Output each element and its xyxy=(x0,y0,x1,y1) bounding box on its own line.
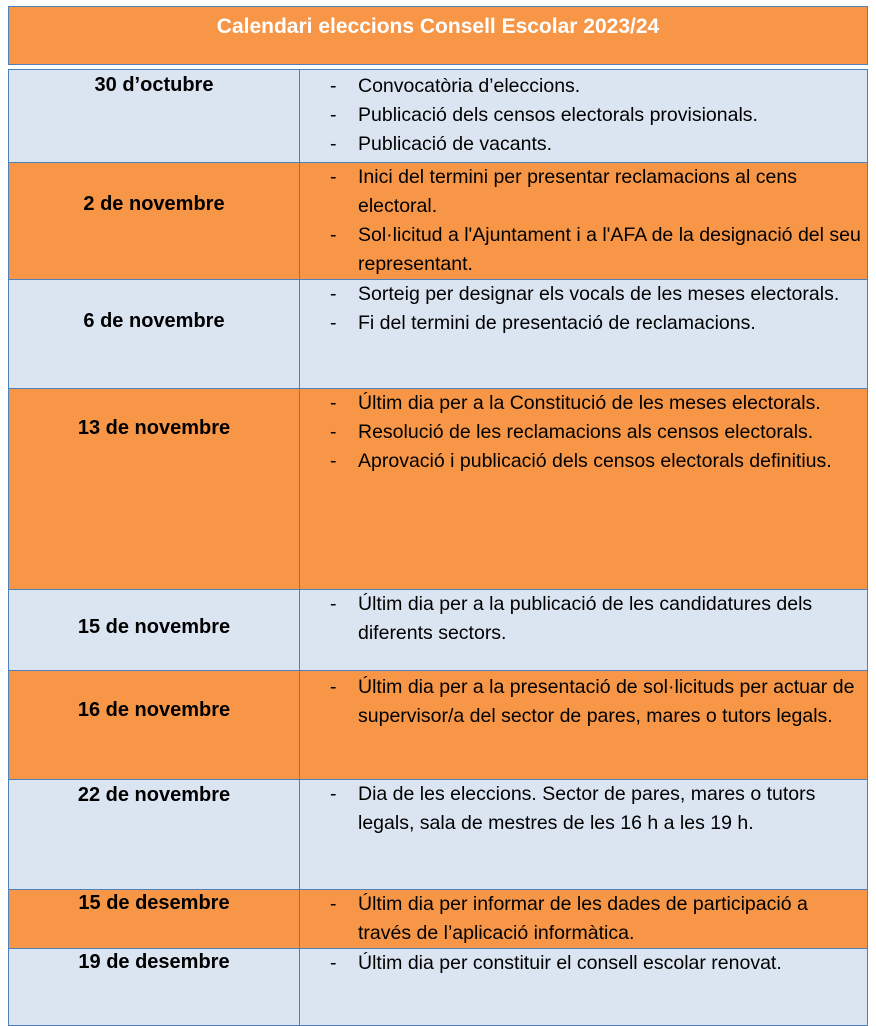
items-cell xyxy=(300,949,868,1026)
items-cell xyxy=(300,280,868,389)
bullet-dash: - xyxy=(330,166,337,188)
item-list xyxy=(300,949,867,978)
item-list xyxy=(300,389,867,476)
items-cell xyxy=(300,70,868,163)
items-cell xyxy=(300,389,868,590)
date-cell xyxy=(9,163,300,280)
item-text: Fi del termini de presentació de reclamacions. xyxy=(358,312,756,334)
table-row xyxy=(9,949,868,1026)
date-cell xyxy=(9,280,300,389)
item-list xyxy=(300,890,867,948)
bullet-dash: - xyxy=(330,104,337,126)
item-text: Sorteig per designar els vocals de les meses electorals. xyxy=(358,283,840,305)
table-row xyxy=(9,890,868,949)
items-cell xyxy=(300,890,868,949)
list-item xyxy=(300,309,867,338)
bullet-dash: - xyxy=(330,783,337,805)
table-row xyxy=(9,280,868,389)
calendar-table xyxy=(8,69,868,1026)
date-label: 19 de desembre xyxy=(78,951,230,973)
bullet-dash: - xyxy=(330,893,337,915)
item-text: Publicació de vacants. xyxy=(358,133,553,155)
date-cell xyxy=(9,70,300,163)
item-text: Inici del termini per presentar reclamacions al cens electoral. xyxy=(358,166,797,217)
bullet-dash: - xyxy=(330,421,337,443)
item-text: Publicació dels censos electorals provisionals. xyxy=(358,104,758,126)
item-text: Últim dia per a la Constitució de les meses electorals. xyxy=(358,392,821,414)
item-list xyxy=(300,70,867,159)
list-item xyxy=(300,890,867,948)
date-cell xyxy=(9,389,300,590)
item-text: Aprovació i publicació dels censos electorals definitius. xyxy=(358,450,832,472)
list-item xyxy=(300,389,867,418)
date-cell xyxy=(9,949,300,1026)
date-cell xyxy=(9,780,300,890)
list-item xyxy=(300,101,867,130)
list-item xyxy=(300,673,867,731)
date-cell xyxy=(9,890,300,949)
bullet-dash: - xyxy=(330,392,337,414)
date-label: 30 d’octubre xyxy=(94,74,214,96)
item-text: Últim dia per a la publicació de les candidatures dels diferents sectors. xyxy=(358,593,813,644)
list-item xyxy=(300,418,867,447)
table-row xyxy=(9,671,868,780)
bullet-dash: - xyxy=(330,283,337,305)
item-text: Dia de les eleccions. Sector de pares, mares o tutors legals, sala de mestres de les 16 h a les 19 h. xyxy=(358,783,816,834)
calendar-sheet xyxy=(8,6,868,1026)
bullet-dash: - xyxy=(330,676,337,698)
list-item xyxy=(300,780,867,838)
item-list xyxy=(300,280,867,338)
date-label: 13 de novembre xyxy=(77,417,231,439)
item-text: Últim dia per constituir el consell escolar renovat. xyxy=(358,952,782,974)
item-text: Últim dia per a la presentació de sol·licituds per actuar de supervisor/a del sector de pares, mares o tutors legals. xyxy=(358,676,855,727)
date-label: 2 de novembre xyxy=(83,193,225,215)
date-label: 16 de novembre xyxy=(77,699,231,721)
list-item xyxy=(300,72,867,101)
item-text: Sol·licitud a l'Ajuntament i a l'AFA de la designació del seu representant. xyxy=(358,224,861,275)
items-cell xyxy=(300,671,868,780)
list-item xyxy=(300,163,867,221)
item-list xyxy=(300,163,867,279)
date-label: 15 de novembre xyxy=(77,616,231,638)
list-item xyxy=(300,590,867,648)
bullet-dash: - xyxy=(330,133,337,155)
date-cell xyxy=(9,671,300,780)
bullet-dash: - xyxy=(330,952,337,974)
date-label: 22 de novembre xyxy=(77,784,231,806)
bullet-dash: - xyxy=(330,224,337,246)
date-cell xyxy=(9,590,300,671)
list-item xyxy=(300,130,867,159)
items-cell xyxy=(300,780,868,890)
bullet-dash: - xyxy=(330,450,337,472)
table-row xyxy=(9,163,868,280)
page-title: Calendari eleccions Consell Escolar 2023/24 xyxy=(8,6,868,65)
list-item xyxy=(300,447,867,476)
bullet-dash: - xyxy=(330,75,337,97)
table-row xyxy=(9,590,868,671)
table-row xyxy=(9,389,868,590)
item-text: Últim dia per informar de les dades de participació a través de l’aplicació informàtica. xyxy=(358,893,808,944)
bullet-dash: - xyxy=(330,312,337,334)
items-cell xyxy=(300,590,868,671)
bullet-dash: - xyxy=(330,593,337,615)
table-row xyxy=(9,780,868,890)
items-cell xyxy=(300,163,868,280)
table-row xyxy=(9,70,868,163)
date-label: 6 de novembre xyxy=(83,310,225,332)
item-list xyxy=(300,590,867,648)
list-item xyxy=(300,280,867,309)
list-item xyxy=(300,221,867,279)
item-text: Convocatòria d’eleccions. xyxy=(358,75,581,97)
list-item xyxy=(300,949,867,978)
item-list xyxy=(300,780,867,838)
item-text: Resolució de les reclamacions als censos electorals. xyxy=(358,421,814,443)
date-label: 15 de desembre xyxy=(78,892,230,914)
item-list xyxy=(300,671,867,731)
